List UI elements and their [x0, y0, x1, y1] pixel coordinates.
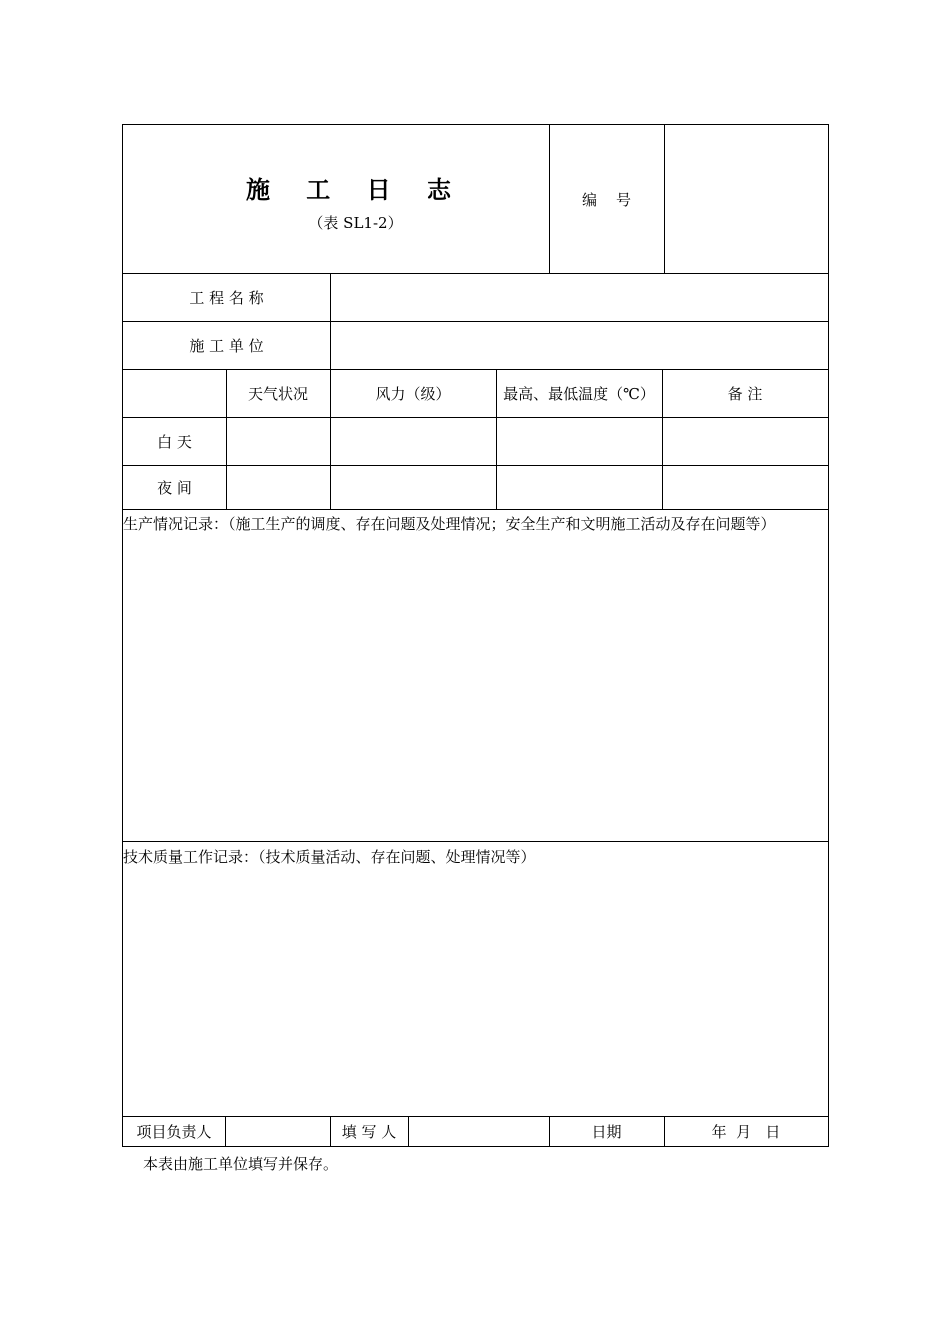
date-field[interactable]: 年 月 日	[711, 1122, 781, 1141]
nighttime-remark-field[interactable]	[662, 465, 828, 509]
daytime-wind-field[interactable]	[330, 417, 496, 465]
temperature-header: 最高、最低温度（℃）	[503, 384, 655, 403]
project-manager-label: 项目负责人	[136, 1122, 212, 1141]
code-label: 编 号	[581, 190, 632, 209]
date-label: 日期	[591, 1122, 622, 1141]
nighttime-label: 夜 间	[157, 478, 192, 497]
daytime-temperature-field[interactable]	[496, 417, 662, 465]
wind-force-header: 风力（级）	[375, 384, 451, 403]
construction-unit-label: 施 工 单 位	[189, 336, 264, 355]
nighttime-temperature-field[interactable]	[496, 465, 662, 509]
divider	[123, 841, 828, 842]
nighttime-condition-field[interactable]	[226, 465, 330, 509]
daytime-label: 白 天	[157, 432, 192, 451]
daytime-remark-field[interactable]	[662, 417, 828, 465]
production-record-field[interactable]	[127, 537, 824, 837]
form-subtitle: （表 SL1-2）	[308, 213, 403, 232]
production-record-label: 生产情况记录：（施工生产的调度、存在问题及处理情况；安全生产和文明施工活动及存在问题等）	[123, 515, 776, 533]
quality-record-field[interactable]	[127, 871, 824, 1111]
form-note: 本表由施工单位填写并保存。	[143, 1155, 339, 1173]
project-manager-field[interactable]	[225, 1116, 330, 1146]
nighttime-wind-field[interactable]	[330, 465, 496, 509]
divider	[123, 509, 828, 510]
project-name-label: 工 程 名 称	[189, 288, 264, 307]
filler-label: 填 写 人	[341, 1122, 397, 1141]
weather-condition-header: 天气状况	[247, 384, 308, 403]
daytime-condition-field[interactable]	[226, 417, 330, 465]
construction-log-form	[122, 124, 829, 1147]
form-title: 施 工 日 志	[245, 175, 466, 204]
quality-record-label: 技术质量工作记录：（技术质量活动、存在问题、处理情况等）	[123, 848, 536, 866]
filler-field[interactable]	[408, 1116, 549, 1146]
construction-unit-field[interactable]	[330, 321, 828, 369]
project-name-field[interactable]	[330, 273, 828, 321]
code-field[interactable]	[664, 125, 828, 273]
remark-header: 备 注	[727, 384, 763, 403]
